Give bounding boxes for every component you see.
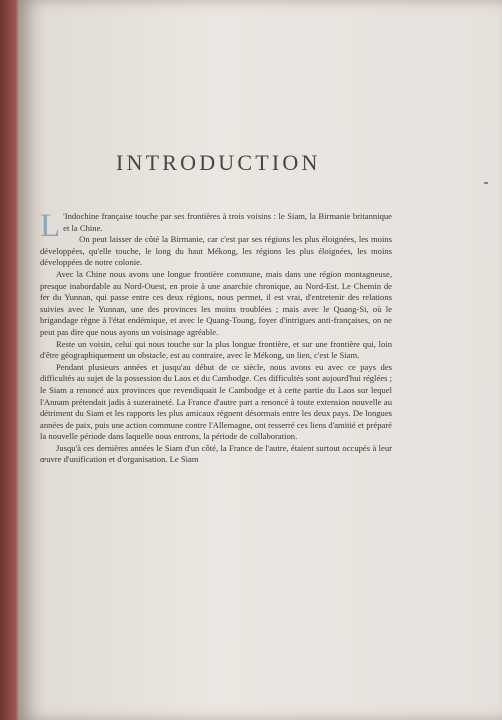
book-page (18, 0, 502, 720)
paragraph-2: On peut laisser de côté la Birmanie, car c'est par ses régions les plus éloignées, les moins développées, qu'elle touche, le long du haut Mékong, les régions les plus éloignées, les moins développées de notre colonie. (40, 234, 392, 268)
margin-mark (484, 182, 488, 184)
paragraph-3: Avec la Chine nous avons une longue frontière commune, mais dans une région montagneuse, presque inabordable au Nord-Ouest, en proie à une anarchie chronique, au Nord-Est. Le Chemin de fer du Yunnan, qui passe entre ces deux régions, nous permet, il est vrai, d'entretenir des relations suivies avec le Yunnan, une des provinces les moins troublées ; mais avec le Quang-Si, où le brigandage règne à l'état endémique, et avec le Quang-Toung, foyer d'intrigues anti-françaises, on ne peut pas dire que nous ayons un voisinage agréable. (40, 268, 392, 337)
paragraph-4: Reste un voisin, celui qui nous touche sur la plus longue frontière, et sur une frontière qui, loin d'être géographiquement un obstacle, est au contraire, avec le Mékong, un lien, c'est le Siam. (40, 338, 392, 361)
paragraph-1-text: 'Indochine française touche par ses frontières à trois voisins : le Siam, la Birmanie britannique et la Chine. (63, 211, 392, 233)
drop-cap: L (40, 208, 61, 244)
page-title: INTRODUCTION (116, 150, 321, 175)
paragraph-6: Jusqu'à ces dernières années le Siam d'un côté, la France de l'autre, étaient surtout occupés à leur œuvre d'unification et d'organisation. Le Siam (40, 442, 392, 465)
paragraph-5: Pendant plusieurs années et jusqu'au début de ce siècle, nous avons eu avec ce pays des difficultés au sujet de la possession du Laos et du Cambodge. Ces difficultés sont aujourd'hui réglées ; le Siam a renoncé aux provinces que revendiquait le Cambodge et à cette partie du Laos sur lequel l'Annam prétendait jadis à suzeraineté. La France d'autre part a renoncé à toute extension nouvelle au détriment du Siam et les rapports les plus amicaux règnent désormais entre les deux pays. De longues années de paix, puis une action commune contre l'Allemagne, ont resserré ces liens d'amitié et préparé la nouvelle période dans laquelle nous entrons, la période de collaboration. (40, 361, 392, 442)
body-text (40, 208, 392, 466)
paragraph-1 (40, 208, 392, 244)
